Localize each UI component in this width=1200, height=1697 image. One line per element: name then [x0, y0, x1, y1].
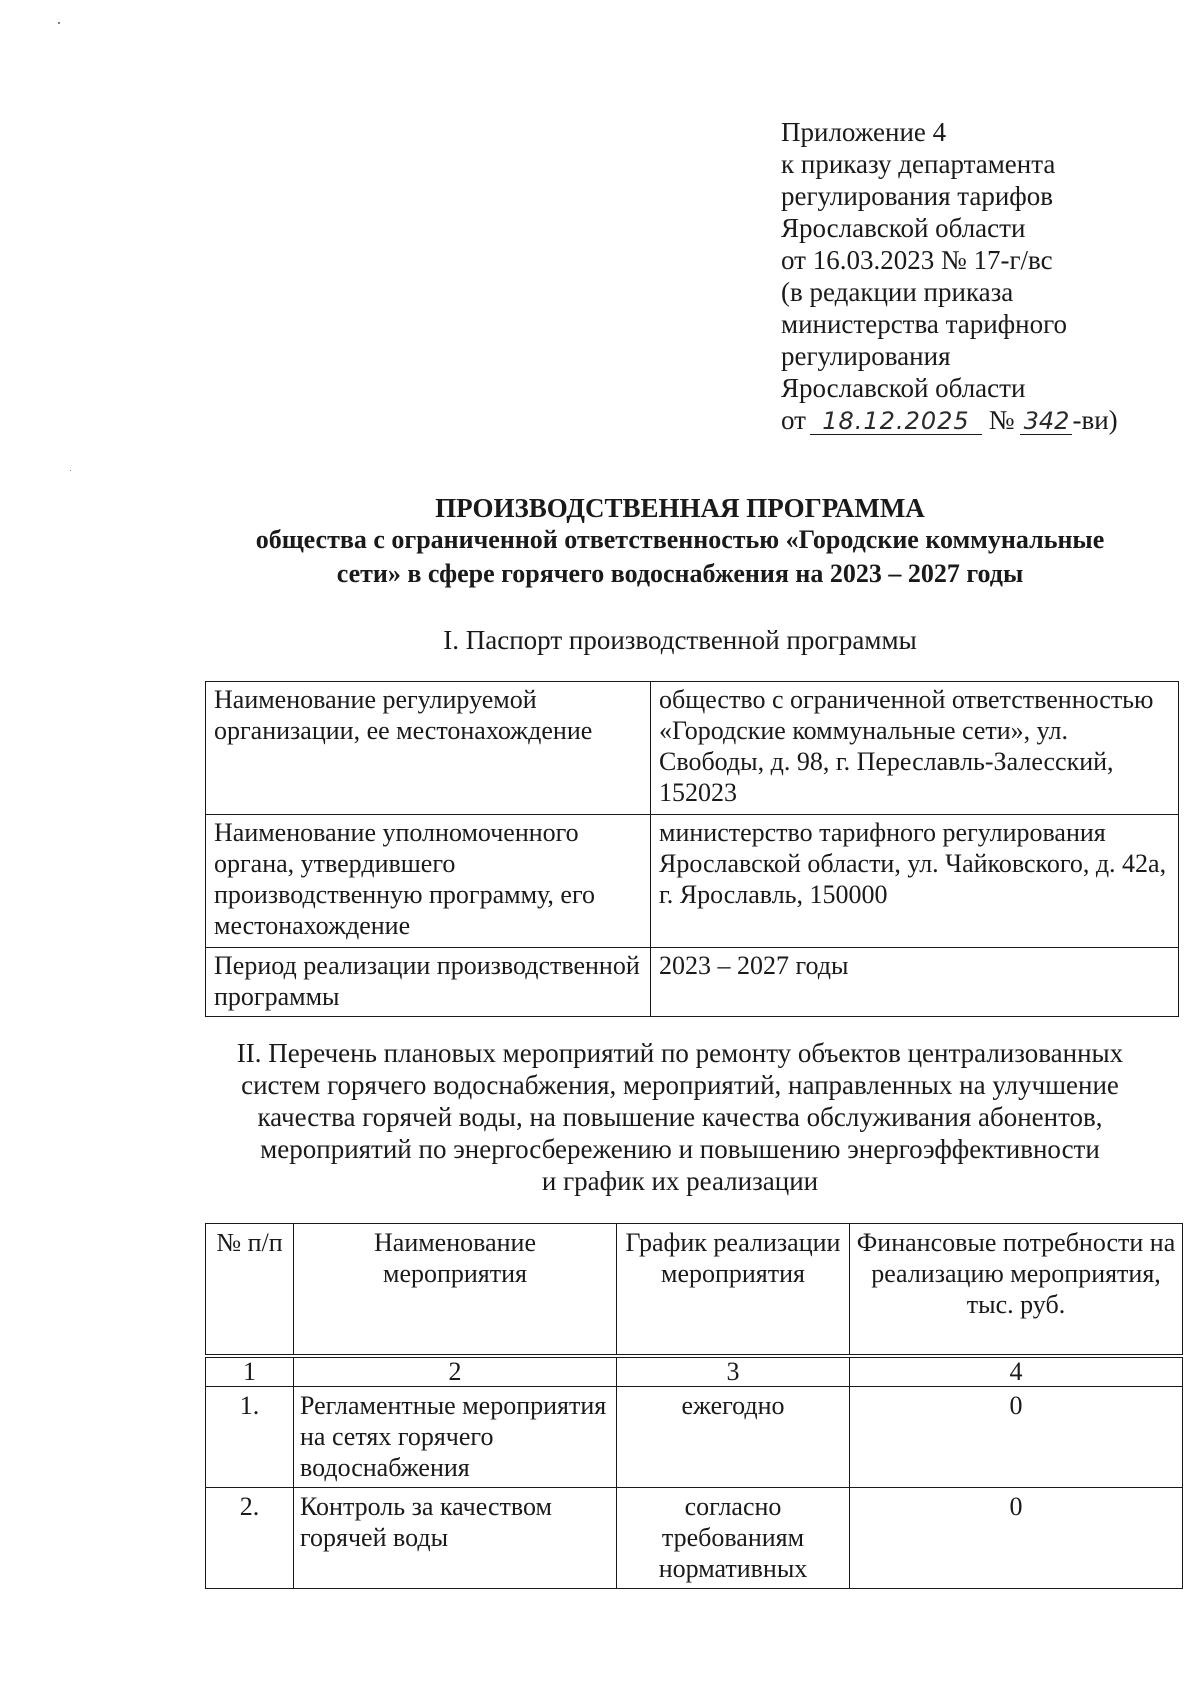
passport-label: Период реализации производственной программы [206, 948, 651, 1017]
scan-speck [70, 470, 71, 471]
appendix-line: от 16.03.2023 № 17-г/вс [781, 245, 1053, 275]
table-header-row [206, 1224, 1183, 1357]
column-number-row [206, 1356, 1183, 1387]
document-title: ПРОИЗВОДСТВЕННАЯ ПРОГРАММА [435, 493, 925, 523]
appendix-line: (в редакции приказа [781, 277, 1014, 307]
column-header-number: № п/п [206, 1224, 294, 1357]
handwritten-number: 342 [1020, 408, 1072, 435]
event-cost: 0 [850, 1387, 1183, 1488]
appendix-line: к приказу департамента [781, 149, 1056, 179]
table-row [206, 815, 1179, 948]
appendix-line: регулирования тарифов [781, 181, 1054, 211]
table-row [206, 948, 1179, 1017]
event-schedule: ежегодно [617, 1387, 850, 1488]
section-1-heading: I. Паспорт производственной программы [443, 625, 917, 655]
column-number: 1 [206, 1356, 294, 1387]
appendix-amendment-line [781, 404, 1181, 436]
amendment-prefix: от [781, 405, 806, 435]
section-2-heading-line: качества горячей воды, на повышение качества обслуживания абонентов, [257, 1102, 1103, 1132]
table-row [206, 682, 1179, 815]
passport-label: Наименование уполномоченного органа, утвердившего производственную программу, его местонахождение [206, 815, 651, 948]
appendix-line: Ярославской области [781, 213, 1026, 243]
appendix-line: Приложение 4 [781, 117, 947, 147]
document-subtitle-line-1: общества с ограниченной ответственностью «Городские коммунальные [255, 525, 1105, 554]
event-name: Контроль за качеством горячей воды [294, 1488, 617, 1589]
passport-table [205, 681, 1179, 1017]
section-2-heading-line: систем горячего водоснабжения, мероприятий, направленных на улучшение [241, 1070, 1119, 1100]
section-2-heading [180, 1037, 1180, 1197]
column-number: 4 [850, 1356, 1183, 1387]
number-sign: № [988, 405, 1015, 435]
appendix-line: министерства тарифного [781, 309, 1068, 339]
amendment-suffix: -ви) [1072, 405, 1118, 435]
passport-value: 2023 – 2027 годы [651, 948, 1179, 1017]
row-number: 2. [206, 1488, 294, 1589]
appendix-reference [781, 116, 1181, 436]
scan-speck [58, 22, 60, 24]
table-row [206, 1387, 1183, 1488]
event-cost: 0 [850, 1488, 1183, 1589]
appendix-line: регулирования [781, 341, 951, 371]
events-table [205, 1223, 1183, 1589]
section-2-heading-line: и график их реализации [541, 1166, 819, 1196]
section-2-heading-line: II. Перечень плановых мероприятий по ремонту объектов централизованных [236, 1038, 1124, 1068]
row-number: 1. [206, 1387, 294, 1488]
passport-value: общество с ограниченной ответственностью «Городские коммунальные сети», ул. Свободы, д. 98, г. Переславль-Залесский, 152023 [651, 682, 1179, 815]
column-header-name: Наименование мероприятия [294, 1224, 617, 1357]
section-2-heading-line: мероприятий по энергосбережению и повышению энергоэффективности [260, 1134, 1100, 1164]
column-header-schedule: График реализации мероприятия [617, 1224, 850, 1357]
passport-label: Наименование регулируемой организации, ее местонахождение [206, 682, 651, 815]
event-schedule: согласно требованиям нормативных [617, 1488, 850, 1589]
column-number: 3 [617, 1356, 850, 1387]
passport-value: министерство тарифного регулирования Ярославской области, ул. Чайковского, д. 42а, г. Ярославль, 150000 [651, 815, 1179, 948]
document-subtitle-line-2: сети» в сфере горячего водоснабжения на 2023 – 2027 годы [336, 559, 1024, 588]
handwritten-date: 18.12.2025 [810, 408, 982, 435]
column-header-cost: Финансовые потребности на реализацию мероприятия, тыс. руб. [850, 1224, 1183, 1357]
table-row [206, 1488, 1183, 1589]
column-number: 2 [294, 1356, 617, 1387]
appendix-line: Ярославской области [781, 373, 1026, 403]
event-name: Регламентные мероприятия на сетях горячего водоснабжения [294, 1387, 617, 1488]
